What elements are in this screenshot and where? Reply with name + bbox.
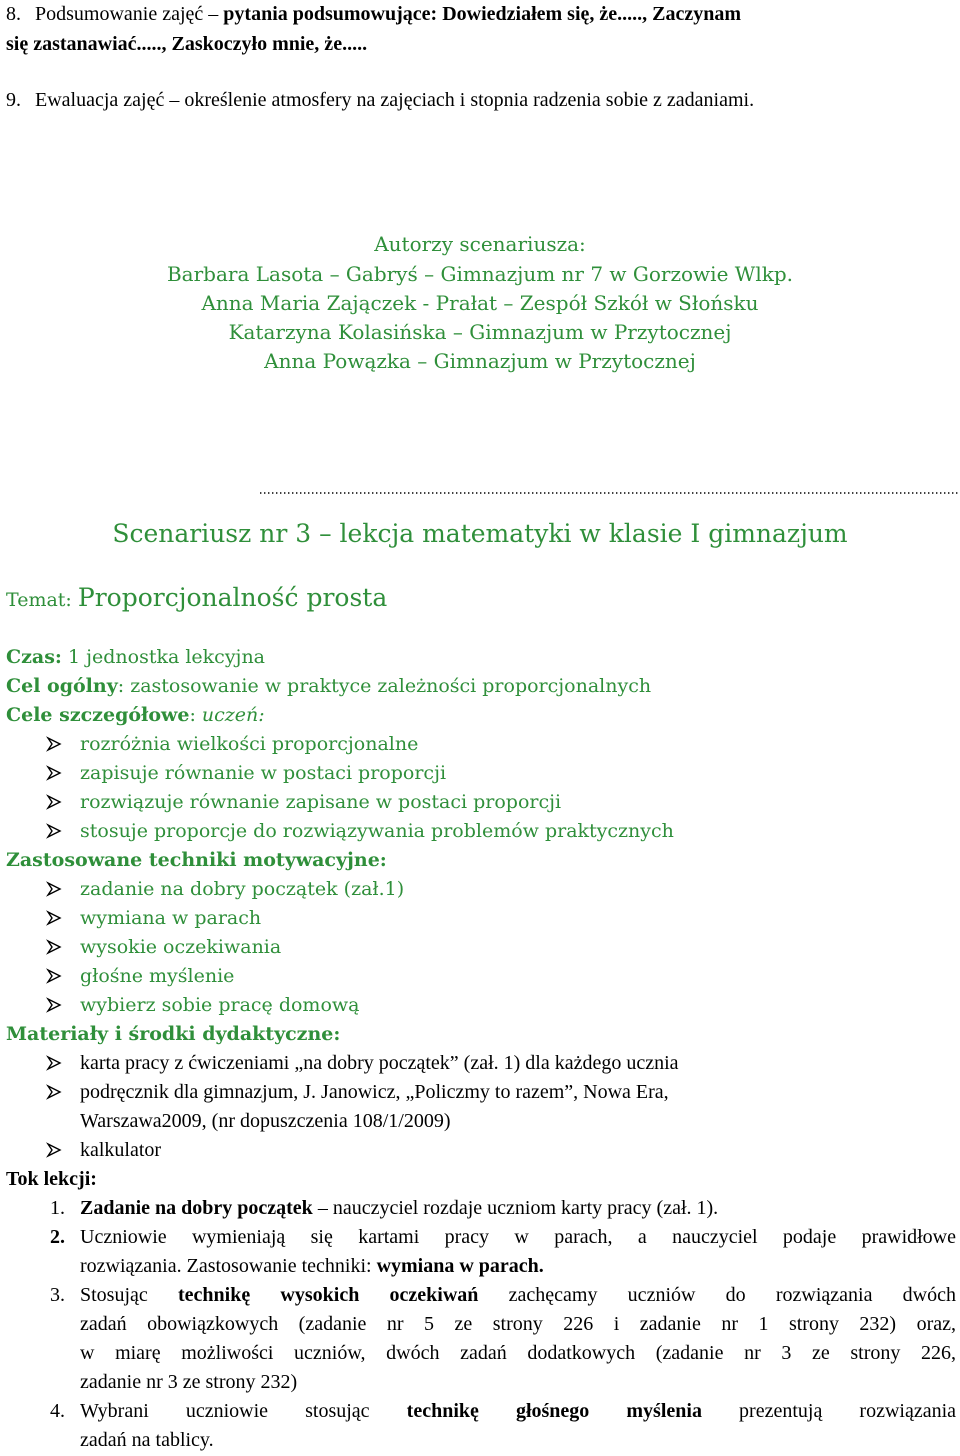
author-line: Barbara Lasota – Gabryś – Gimnazjum nr 7 w Gorzowie Wlkp. <box>166 262 793 286</box>
czas-label: Czas: <box>6 646 62 668</box>
cele-szczegolowe-label: Cele szczegółowe <box>6 704 190 726</box>
list-item-continuation: Warszawa2009, (nr dopuszczenia 108/1/2009) <box>80 1110 451 1132</box>
author-line: Anna Powązka – Gimnazjum w Przytocznej <box>264 349 696 373</box>
czas-line <box>6 645 265 669</box>
scenario-title: Scenariusz nr 3 – lekcja matematyki w klasie I gimnazjum <box>112 519 848 548</box>
step-bold: technikę wysokich oczekiwań <box>178 1284 479 1306</box>
arrow-bullet-icon <box>46 939 62 955</box>
arrow-bullet-icon <box>46 1142 62 1158</box>
arrow-bullet-icon <box>46 823 62 839</box>
author-line: Katarzyna Kolasińska – Gimnazjum w Przytocznej <box>228 320 732 344</box>
step-number: 2. <box>50 1226 65 1248</box>
list-item-text: wymiana w parach <box>80 907 262 929</box>
item-8-number: 8. <box>6 3 21 25</box>
item-9-number: 9. <box>6 89 21 111</box>
cele-szczegolowe-colon: : <box>189 704 202 726</box>
topic-label: Temat: <box>6 589 78 611</box>
step-bold: technikę głośnego myślenia <box>406 1400 702 1422</box>
list-item-text: rozróżnia wielkości proporcjonalne <box>80 733 419 755</box>
step-text <box>80 1196 718 1220</box>
step-bold: wymiana w parach. <box>376 1255 544 1277</box>
list-item-text: podręcznik dla gimnazjum, J. Janowicz, „Policzmy to razem”, Nowa Era, <box>80 1081 669 1103</box>
arrow-bullet-icon <box>46 1055 62 1071</box>
techniki-line <box>6 848 387 872</box>
step-text: rozwiązania. Zastosowanie techniki: <box>80 1255 377 1277</box>
arrow-bullet-icon <box>46 968 62 984</box>
cele-szczegolowe-uczen: uczeń: <box>201 704 265 726</box>
list-item-text: zadanie na dobry początek (zał.1) <box>80 878 405 900</box>
arrow-bullet-icon <box>46 794 62 810</box>
list-item-text: zapisuje równanie w postaci proporcji <box>80 762 447 784</box>
item-8-line2: się zastanawiać....., Zaskoczyło mnie, że..... <box>6 33 368 55</box>
item-8-bold: pytania podsumowujące: Dowiedziałem się, że....., Zaczynam <box>223 3 742 25</box>
author-line: Anna Maria Zajączek - Prałat – Zespół Szkół w Słońsku <box>201 291 759 315</box>
arrow-bullet-icon <box>46 910 62 926</box>
czas-value: 1 jednostka lekcyjna <box>61 646 266 668</box>
list-item-text: karta pracy z ćwiczeniami „na dobry początek” (zał. 1) dla każdego ucznia <box>80 1052 679 1074</box>
list-item-text: kalkulator <box>80 1139 162 1161</box>
arrow-bullet-icon <box>46 1084 62 1100</box>
item-9-text: Ewaluacja zajęć – określenie atmosfery na zajęciach i stopnia radzenia sobie z zadaniami. <box>35 89 755 111</box>
tok-lekcji-label: Tok lekcji: <box>6 1168 97 1190</box>
item-8-lead: Podsumowanie zajęć – <box>35 3 224 25</box>
step-continuation: zadań obowiązkowych (zadanie nr 5 ze strony 226 i zadanie nr 1 strony 232) oraz, <box>80 1313 956 1335</box>
dotted-separator <box>0 482 960 496</box>
techniki-label: Zastosowane techniki motywacyjne: <box>6 849 387 871</box>
step-continuation: zadanie nr 3 ze strony 232) <box>80 1371 298 1393</box>
step-text-post: prezentują rozwiązania <box>701 1400 957 1422</box>
list-item-text: stosuje proporcje do rozwiązywania problemów praktycznych <box>80 820 674 842</box>
step-text <box>80 1283 956 1307</box>
step-text-pre: Stosując <box>80 1284 178 1306</box>
step-text-post: zachęcamy uczniów do rozwiązania dwóch <box>478 1284 957 1306</box>
arrow-bullet-icon <box>46 736 62 752</box>
topic <box>6 583 387 615</box>
materialy-line <box>6 1022 340 1046</box>
step-text: Uczniowie wymieniają się kartami pracy w parach, a nauczyciel podaje prawidłowe <box>80 1226 956 1248</box>
list-item-text: głośne myślenie <box>80 965 235 987</box>
list-item-text: rozwiązuje równanie zapisane w postaci proporcji <box>80 791 562 813</box>
list-item-text: wysokie oczekiwania <box>80 936 282 958</box>
step-text <box>80 1399 956 1423</box>
item-8-line1 <box>6 2 741 26</box>
step-bold: Zadanie na dobry początek <box>80 1197 313 1219</box>
step-continuation <box>80 1254 544 1278</box>
step-continuation: zadań na tablicy. <box>80 1429 214 1451</box>
arrow-bullet-icon <box>46 997 62 1013</box>
step-text-pre: Wybrani uczniowie stosując <box>80 1400 407 1422</box>
step-number: 4. <box>50 1400 65 1422</box>
cel-ogolny-value: : zastosowanie w praktyce zależności proporcjonalnych <box>117 675 652 697</box>
step-number: 1. <box>50 1197 65 1219</box>
topic-value: Proporcjonalność prosta <box>77 583 388 612</box>
arrow-bullet-icon <box>46 765 62 781</box>
step-continuation: w miarę możliwości uczniów, dwóch zadań dodatkowych (zadanie nr 3 ze strony 226, <box>80 1342 956 1364</box>
list-item-text: wybierz sobie pracę domową <box>80 994 360 1016</box>
arrow-bullet-icon <box>46 881 62 897</box>
cele-szczegolowe-line <box>6 703 265 727</box>
materialy-label: Materiały i środki dydaktyczne: <box>6 1023 341 1045</box>
cel-ogolny-label: Cel ogólny <box>6 675 118 697</box>
step-rest: – nauczyciel rozdaje uczniom karty pracy (zał. 1). <box>312 1197 719 1219</box>
item-9 <box>6 88 754 112</box>
cel-ogolny-line <box>6 674 651 698</box>
step-number: 3. <box>50 1284 65 1306</box>
authors-heading: Autorzy scenariusza: <box>374 232 586 256</box>
